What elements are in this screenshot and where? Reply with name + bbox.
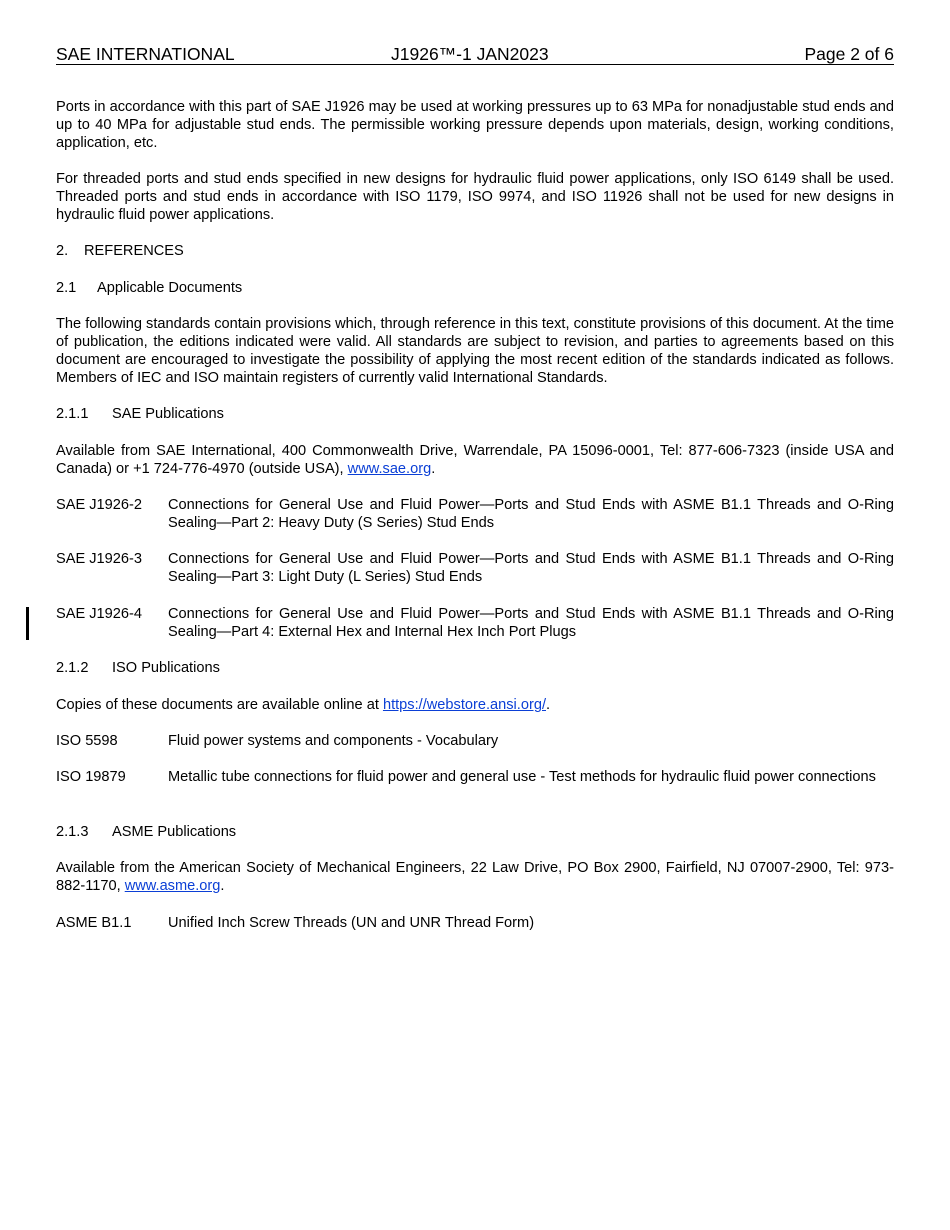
reference-entry: [56, 605, 894, 641]
reference-entry: [56, 496, 894, 532]
asme-website-link[interactable]: www.asme.org: [124, 878, 221, 894]
reference-title: Connections for General Use and Fluid Power—Ports and Stud Ends with ASME B1.1 Threads and O-Ring Sealing—Part 2: Heavy Duty (S Series) Stud Ends: [168, 497, 894, 531]
iso-availability-text: Copies of these documents are available online at: [56, 697, 383, 713]
reference-title: Metallic tube connections for fluid power and general use - Test methods for hydraulic fluid power connections: [168, 769, 876, 785]
punctuation: .: [546, 697, 551, 713]
punctuation: .: [220, 878, 225, 894]
paragraph-working-pressures: [56, 98, 894, 152]
paragraph-asme-availability: [56, 859, 894, 895]
paragraph-threaded-ports: [56, 170, 894, 224]
paragraph-text: [56, 442, 894, 478]
paragraph-text: Ports in accordance with this part of SAE J1926 may be used at working pressures up to 63 MPa for nonadjustable stud ends and up to 40 MPa for adjustable stud ends. The permissible working pressure depends upon materials, design, working conditions, application, etc.: [56, 99, 894, 151]
reference-code: ASME B1.1: [56, 915, 132, 931]
section-title: ASME Publications: [112, 824, 237, 840]
section-number: 2.1.1: [56, 406, 89, 422]
paragraph-text: The following standards contain provisions which, through reference in this text, constitute provisions of this document. At the time of publication, the editions indicated were valid. All standards are subject to revision, and parties to agreements based on this document are encouraged to investigate the possibility of applying the most recent edition of the standards indicated as follows. Members of IEC and ISO maintain registers of currently valid International Standards.: [56, 316, 894, 386]
header-organization: SAE INTERNATIONAL: [56, 44, 235, 64]
reference-entry: [56, 768, 894, 786]
paragraph-applicable-documents: [56, 315, 894, 387]
section-heading-iso-publications: [56, 659, 894, 677]
sae-website-link[interactable]: www.sae.org: [347, 461, 432, 477]
paragraph-text: [56, 696, 894, 714]
section-title: Applicable Documents: [97, 280, 243, 296]
reference-code: ISO 5598: [56, 733, 118, 749]
paragraph-text: [56, 859, 894, 895]
reference-code: SAE J1926-2: [56, 497, 142, 513]
paragraph-sae-availability: [56, 442, 894, 478]
section-title: REFERENCES: [84, 243, 184, 259]
section-title: ISO Publications: [112, 660, 220, 676]
section-number: 2.1.3: [56, 824, 89, 840]
document-page: [56, 44, 894, 931]
section-heading-sae-publications: [56, 405, 894, 423]
header-document-id: J1926™-1 JAN2023: [391, 44, 549, 64]
reference-title: Unified Inch Screw Threads (UN and UNR Thread Form): [168, 915, 535, 931]
section-heading-references: [56, 242, 894, 260]
reference-entry: [56, 732, 894, 750]
section-heading-applicable-documents: [56, 279, 894, 297]
section-title: SAE Publications: [112, 406, 224, 422]
revision-change-bar: [26, 607, 29, 640]
reference-title: Connections for General Use and Fluid Power—Ports and Stud Ends with ASME B1.1 Threads and O-Ring Sealing—Part 4: External Hex and Internal Hex Inch Port Plugs: [168, 606, 894, 640]
ansi-webstore-link[interactable]: https://webstore.ansi.org/: [382, 697, 546, 713]
section-number: 2.1.2: [56, 660, 89, 676]
page-header: [56, 44, 894, 65]
reference-title: Fluid power systems and components - Vocabulary: [168, 733, 499, 749]
section-number: 2.1: [56, 280, 77, 296]
reference-code: ISO 19879: [56, 769, 126, 785]
asme-availability-text: Available from the American Society of Mechanical Engineers, 22 Law Drive, PO Box 2900, Fairfield, NJ 07007-2900, Tel: 973-882-1170,: [56, 860, 894, 894]
reference-entry: [56, 550, 894, 586]
section-heading-asme-publications: [56, 823, 894, 841]
paragraph-iso-availability: [56, 696, 894, 714]
paragraph-text: For threaded ports and stud ends specified in new designs for hydraulic fluid power applications, only ISO 6149 shall be used. Threaded ports and stud ends in accordance with ISO 1179, ISO 9974, and ISO 11926 shall not be used for new designs in hydraulic fluid power applications.: [56, 171, 894, 223]
reference-code: SAE J1926-3: [56, 551, 142, 567]
reference-title: Connections for General Use and Fluid Power—Ports and Stud Ends with ASME B1.1 Threads and O-Ring Sealing—Part 3: Light Duty (L Series) Stud Ends: [168, 551, 894, 585]
reference-code: SAE J1926-4: [56, 606, 142, 622]
punctuation: .: [431, 461, 436, 477]
header-page-number: Page 2 of 6: [804, 44, 894, 64]
reference-entry: [56, 914, 894, 932]
sae-availability-text: Available from SAE International, 400 Commonwealth Drive, Warrendale, PA 15096-0001, Tel: 877-606-7323 (inside USA and Canada) or +1 724-776-4970 (outside USA),: [56, 443, 894, 477]
section-number: 2.: [56, 243, 69, 259]
